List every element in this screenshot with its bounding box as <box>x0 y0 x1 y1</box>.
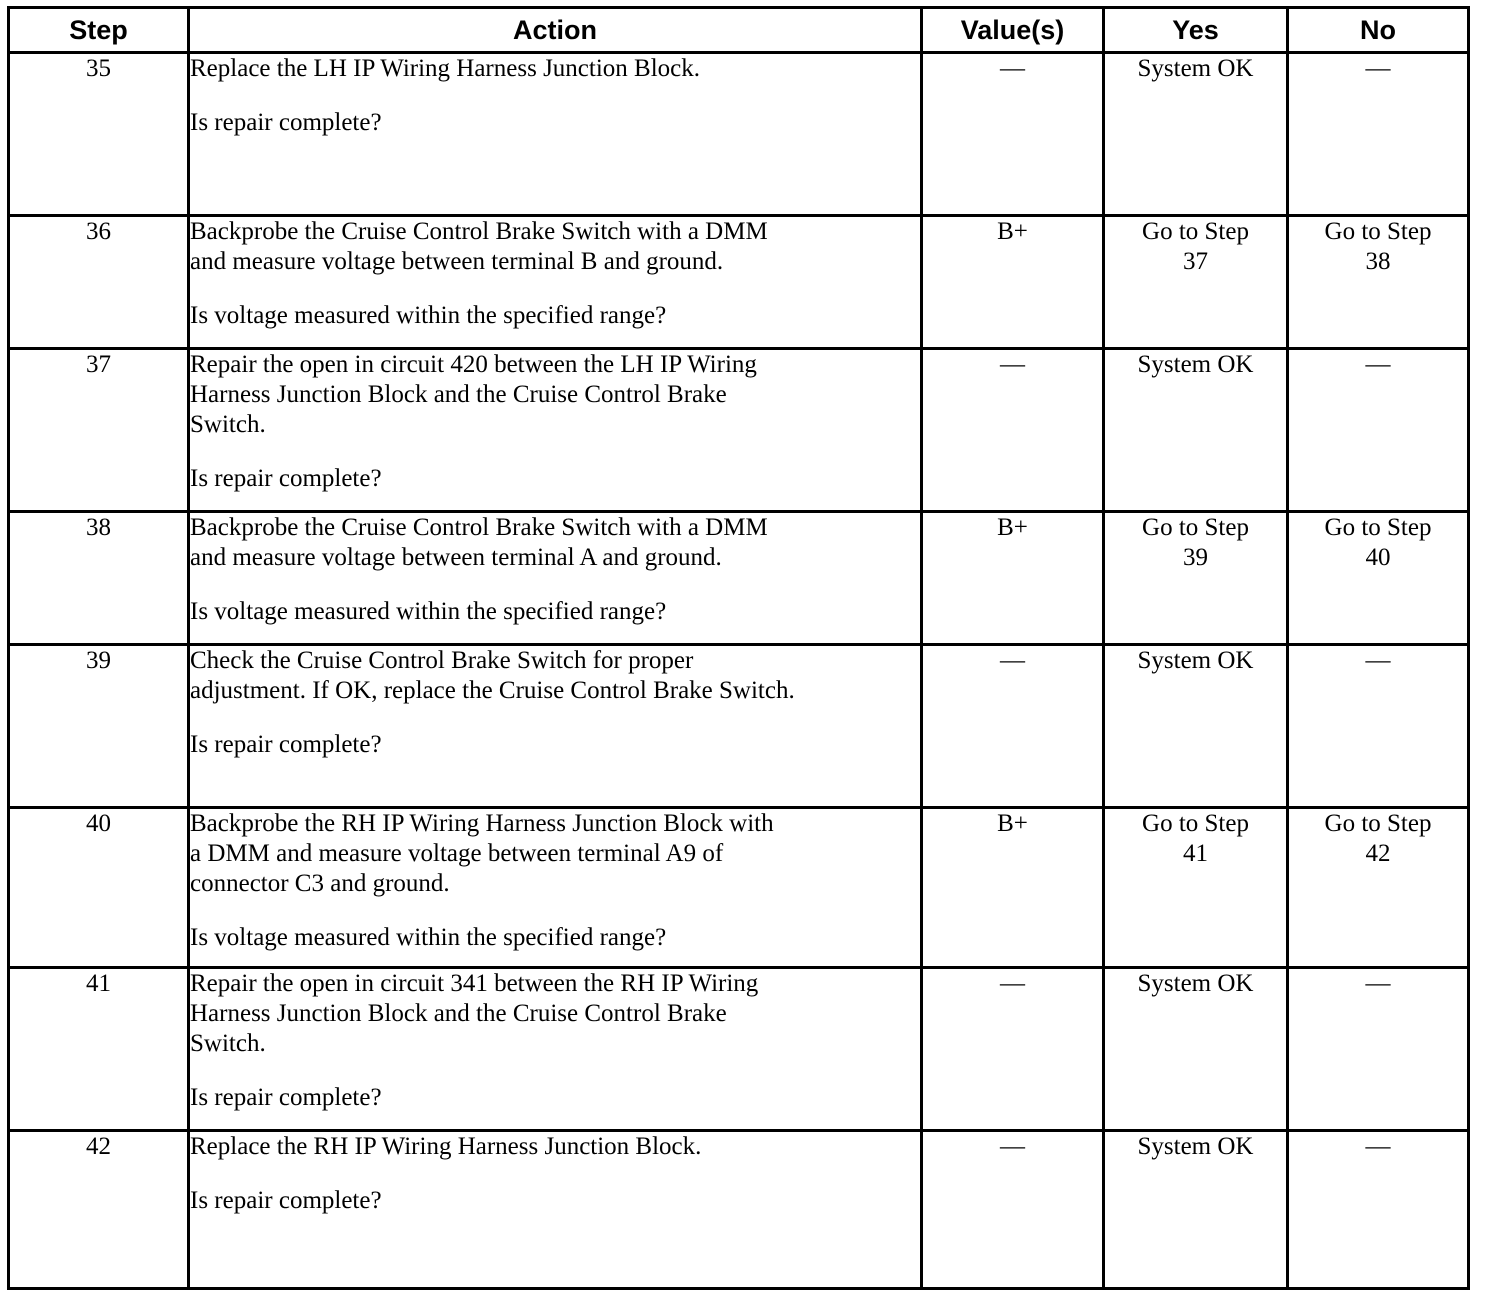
diagnostic-table <box>7 6 1470 1290</box>
no-cell: Go to Step 42 <box>1288 808 1469 968</box>
action-question: Is repair complete? <box>190 1084 382 1111</box>
value-cell: — <box>922 1131 1104 1289</box>
step-number: 36 <box>9 216 189 349</box>
no-cell: — <box>1288 1131 1469 1289</box>
action-question: Is repair complete? <box>190 1187 382 1214</box>
header-row <box>9 8 1469 53</box>
action-cell <box>189 53 922 216</box>
no-cell: Go to Step 40 <box>1288 512 1469 645</box>
action-cell <box>189 1131 922 1289</box>
no-cell: — <box>1288 968 1469 1131</box>
value-cell: B+ <box>922 808 1104 968</box>
header-no: No <box>1288 8 1469 53</box>
action-text: Repair the open in circuit 420 between the LH IP Wiring Harness Junction Block and the Cruise Control Brake Switch. <box>190 351 757 438</box>
table-row <box>9 53 1469 216</box>
step-number: 42 <box>9 1131 189 1289</box>
action-text: Replace the LH IP Wiring Harness Junction Block. <box>190 55 700 82</box>
value-cell: — <box>922 968 1104 1131</box>
action-text: Check the Cruise Control Brake Switch for proper adjustment. If OK, replace the Cruise Control Brake Switch. <box>190 647 795 704</box>
table-row <box>9 808 1469 968</box>
value-cell: B+ <box>922 512 1104 645</box>
action-text: Replace the RH IP Wiring Harness Junction Block. <box>190 1133 702 1160</box>
yes-cell: System OK <box>1104 645 1288 808</box>
header-action: Action <box>189 8 922 53</box>
yes-cell: Go to Step 37 <box>1104 216 1288 349</box>
table-row <box>9 512 1469 645</box>
action-question: Is repair complete? <box>190 731 382 758</box>
yes-cell: System OK <box>1104 1131 1288 1289</box>
action-cell <box>189 808 922 968</box>
table-row <box>9 216 1469 349</box>
action-text: Backprobe the Cruise Control Brake Switch with a DMM and measure voltage between terminal B and ground. <box>190 218 768 275</box>
step-number: 39 <box>9 645 189 808</box>
yes-cell: Go to Step 41 <box>1104 808 1288 968</box>
table-row <box>9 645 1469 808</box>
no-cell: — <box>1288 53 1469 216</box>
action-text: Backprobe the Cruise Control Brake Switch with a DMM and measure voltage between terminal A and ground. <box>190 514 768 571</box>
step-number: 38 <box>9 512 189 645</box>
action-question: Is voltage measured within the specified range? <box>190 302 667 329</box>
no-cell: — <box>1288 349 1469 512</box>
table-row <box>9 1131 1469 1289</box>
action-text: Repair the open in circuit 341 between the RH IP Wiring Harness Junction Block and the Cruise Control Brake Switch. <box>190 970 759 1057</box>
value-cell: B+ <box>922 216 1104 349</box>
action-question: Is voltage measured within the specified range? <box>190 924 667 951</box>
action-text: Backprobe the RH IP Wiring Harness Junction Block with a DMM and measure voltage between terminal A9 of connector C3 and ground. <box>190 810 774 897</box>
action-cell <box>189 349 922 512</box>
header-step: Step <box>9 8 189 53</box>
value-cell: — <box>922 349 1104 512</box>
action-question: Is repair complete? <box>190 109 382 136</box>
no-cell: — <box>1288 645 1469 808</box>
yes-cell: System OK <box>1104 349 1288 512</box>
table-row <box>9 349 1469 512</box>
value-cell: — <box>922 53 1104 216</box>
step-number: 37 <box>9 349 189 512</box>
yes-cell: System OK <box>1104 968 1288 1131</box>
step-number: 35 <box>9 53 189 216</box>
action-cell <box>189 512 922 645</box>
value-cell: — <box>922 645 1104 808</box>
step-number: 40 <box>9 808 189 968</box>
yes-cell: Go to Step 39 <box>1104 512 1288 645</box>
action-question: Is repair complete? <box>190 465 382 492</box>
yes-cell: System OK <box>1104 53 1288 216</box>
header-values: Value(s) <box>922 8 1104 53</box>
no-cell: Go to Step 38 <box>1288 216 1469 349</box>
action-cell <box>189 645 922 808</box>
header-yes: Yes <box>1104 8 1288 53</box>
table-row <box>9 968 1469 1131</box>
step-number: 41 <box>9 968 189 1131</box>
action-question: Is voltage measured within the specified range? <box>190 598 667 625</box>
action-cell <box>189 968 922 1131</box>
action-cell <box>189 216 922 349</box>
